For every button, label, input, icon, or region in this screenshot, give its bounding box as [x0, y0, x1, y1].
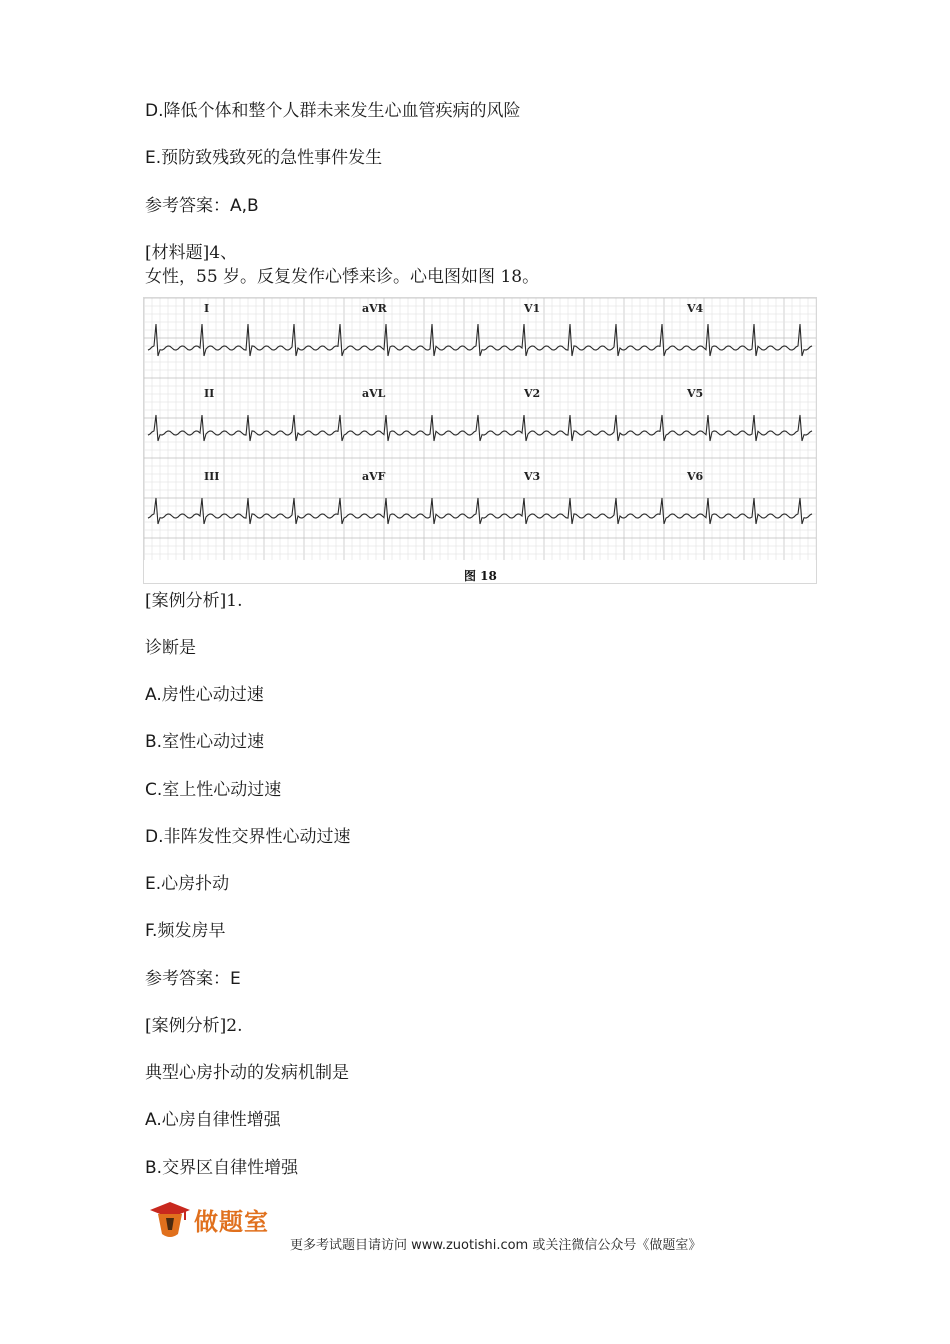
answer-line: 参考答案：A,B — [145, 196, 259, 216]
option-e2-line: E.心房扑动 — [145, 874, 230, 894]
lead-label-v5: V5 — [687, 387, 704, 400]
option-c-line: C.室上性心动过速 — [145, 780, 282, 800]
lead-label-v1: V1 — [524, 302, 541, 315]
material-question-label: [材料题]4、 — [145, 243, 238, 263]
question-1-stem: 诊断是 — [145, 638, 196, 658]
figure-caption: 图 18 — [464, 569, 497, 583]
option-a-line: A.房性心动过速 — [145, 685, 264, 705]
lead-label-ii: II — [204, 387, 215, 400]
option-d2-line: D.非阵发性交界性心动过速 — [145, 827, 351, 847]
logo-icon — [148, 1198, 192, 1242]
lead-label-avr: aVR — [362, 302, 387, 315]
lead-label-v6: V6 — [687, 470, 704, 483]
lead-label-iii: III — [204, 470, 220, 483]
lead-label-v2: V2 — [524, 387, 541, 400]
logo-text: 做题室 — [194, 1208, 269, 1236]
footer-text: 更多考试题目请访问 www.zuotishi.com 或关注微信公众号《做题室》 — [290, 1238, 702, 1253]
option-a3-line: A.心房自律性增强 — [145, 1110, 281, 1130]
case-description: 女性，55 岁。反复发作心悸来诊。心电图如图 18。 — [145, 267, 540, 287]
lead-label-avl: aVL — [362, 387, 386, 400]
case-analysis-2-label: [案例分析]2. — [145, 1016, 243, 1036]
brand-logo — [148, 1198, 288, 1242]
option-b-line: B.室性心动过速 — [145, 732, 265, 752]
answer-line-2: 参考答案：E — [145, 969, 241, 989]
option-e-line: E.预防致残致死的急性事件发生 — [145, 148, 383, 168]
ecg-figure — [143, 297, 817, 584]
question-2-stem: 典型心房扑动的发病机制是 — [145, 1063, 349, 1083]
ecg-chart — [144, 298, 816, 583]
lead-label-v4: V4 — [687, 302, 704, 315]
lead-label-i: I — [204, 302, 210, 315]
option-d-line: D.降低个体和整个人群未来发生心血管疾病的风险 — [145, 101, 521, 121]
option-f-line: F.频发房早 — [145, 921, 226, 941]
case-analysis-1-label: [案例分析]1. — [145, 591, 243, 611]
lead-label-v3: V3 — [524, 470, 541, 483]
lead-label-avf: aVF — [362, 470, 386, 483]
option-b3-line: B.交界区自律性增强 — [145, 1158, 299, 1178]
